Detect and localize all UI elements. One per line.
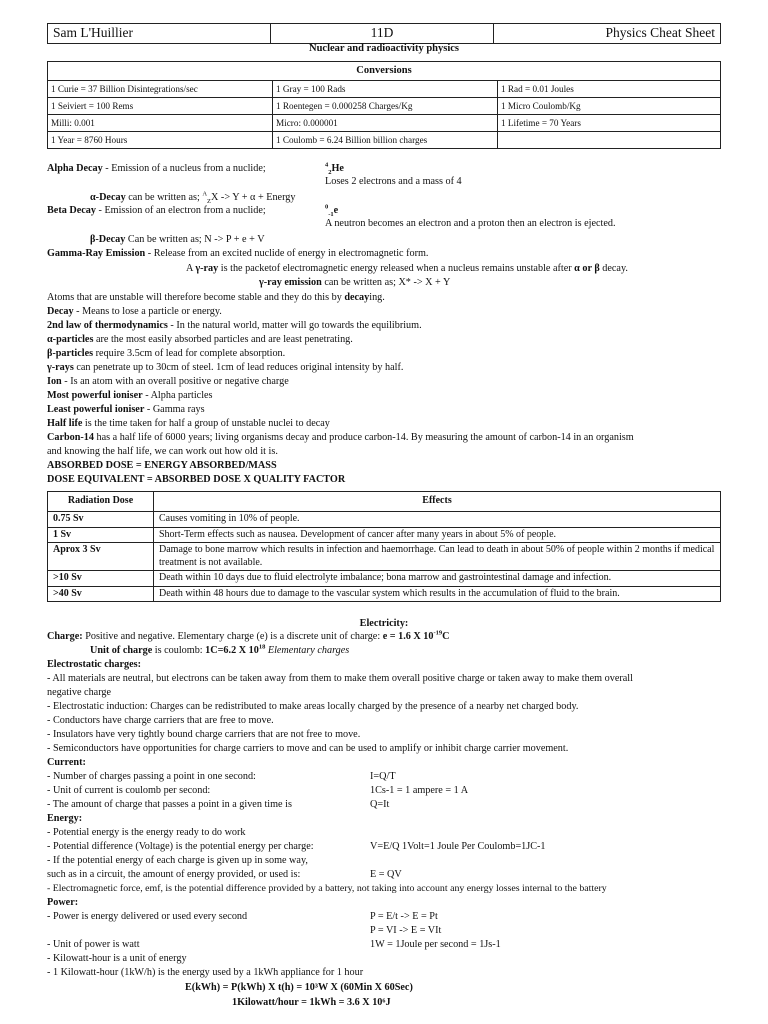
effect-cell: Causes vomiting in 10% of people. xyxy=(154,512,721,528)
energy-point: - Electromagnetic force, emf, is the potential difference provided by a battery, not taking into account any energy losses internal to the battery xyxy=(47,883,607,894)
power-point: - Unit of power is watt xyxy=(47,939,140,950)
current-heading: Current: xyxy=(47,757,86,768)
unit-of-charge-line: Unit of charge is coulomb: 1C=6.2 X $10^{18}$ Elementary charges xyxy=(90,643,350,656)
beta-eq-label: β-Decay xyxy=(90,234,126,245)
effect-cell: Short-Term effects such as nausea. Development of cancer after many years in about 5% of people. xyxy=(154,527,721,543)
power-formula: 1W = 1Joule per second = 1Js-1 xyxy=(370,939,501,950)
beta-equation: N -> P + e + V xyxy=(204,234,265,245)
beta-equation-line: β-Decay Can be written as; N -> P + e + V xyxy=(90,234,265,245)
electrostatic-point: negative charge xyxy=(47,687,112,698)
conversion-cell: 1 Seiviert = 100 Rems xyxy=(48,98,273,115)
conversion-cell: 1 Year = 8760 Hours xyxy=(48,132,273,149)
kwh-conversion: 1Kilowatt/hour = 1kWh = 3.6 X 10⁶J xyxy=(232,997,391,1008)
conversion-cell: 1 Roentegen = 0.000258 Charges/Kg xyxy=(273,98,498,115)
power-point: - Power is energy delivered or used every second xyxy=(47,911,248,922)
conversion-cell: 1 Lifetime = 70 Years xyxy=(498,115,721,132)
power-heading: Power: xyxy=(47,897,79,908)
conversion-cell xyxy=(498,132,721,149)
energy-point: - Potential energy is the energy ready to do work xyxy=(47,827,246,838)
dose-cell: >10 Sv xyxy=(48,571,154,587)
conversions-heading: Conversions xyxy=(48,62,721,81)
decay-definition: Decay - Means to lose a particle or energy. xyxy=(47,306,222,317)
alpha-decay-label: Alpha Decay xyxy=(47,163,103,174)
gamma-label: Gamma-Ray Emission xyxy=(47,248,146,259)
power-formula: P = VI -> E = VIt xyxy=(370,925,442,936)
table-row xyxy=(48,543,721,571)
electrostatic-point: - Semiconductors have opportunities for charge carriers to move and can be used to amplify or inhibit charge carrier movement. xyxy=(47,743,569,754)
conversion-cell: 1 Curie = 37 Billion Disintegrations/sec xyxy=(48,81,273,98)
alpha-note: Loses 2 electrons and a mass of 4 xyxy=(325,176,462,187)
half-life-line: Half life is the time taken for half a group of unstable nuclei to decay xyxy=(47,418,330,429)
conversions-table xyxy=(47,61,721,149)
power-formula: P = E/t -> E = Pt xyxy=(370,911,438,922)
current-formula: 1Cs-1 = 1 ampere = 1 A xyxy=(370,785,469,796)
electricity-heading: Electricity: xyxy=(359,618,409,629)
effect-cell: Death within 48 hours due to damage to the vascular system which results in the accumulation of fluid to the brain. xyxy=(154,586,721,602)
beta-decay-line: Beta Decay - Emission of an electron from a nuclide; xyxy=(47,205,266,216)
most-powerful-line: Most powerful ioniser - Alpha particles xyxy=(47,390,213,401)
power-point: - Kilowatt-hour is a unit of energy xyxy=(47,953,187,964)
student-name: Sam L'Huillier xyxy=(48,24,271,44)
charge-line: Charge: Positive and negative. Elementary charge (e) is a discrete unit of charge: e = 1.6 X $10^{-19}C$ xyxy=(47,629,450,642)
radiation-dose-table xyxy=(47,491,721,602)
thermodynamics-line: 2nd law of thermodynamics - In the natural world, matter will go towards the equilibrium. xyxy=(47,320,422,331)
gamma-rays-line: γ-rays can penetrate up to 30cm of steel. 1cm of lead reduces original intensity by half. xyxy=(47,362,404,373)
effects-header: Effects xyxy=(154,492,721,512)
alpha-equation: X -> Y + α + Energy xyxy=(211,192,296,203)
dose-cell: 0.75 Sv xyxy=(48,512,154,528)
radiation-dose-header: Radiation Dose xyxy=(48,492,154,512)
gamma-definition: A γ-ray is the packetof electromagnetic energy released when a nucleus remains unstable after α or β decay. xyxy=(186,263,628,274)
conversion-cell: 1 Coulomb = 6.24 Billion billion charges xyxy=(273,132,498,149)
kwh-formula: E(kWh) = P(kWh) X t(h) = 10³W X (60Min X 60Sec) xyxy=(185,982,413,993)
alpha-equation-line: α-Decay can be written as; $^A_Z$X -> Y + α + Energy xyxy=(90,190,296,206)
current-point: - The amount of charge that passes a point in a given time is xyxy=(47,799,292,810)
least-powerful-line: Least powerful ioniser - Gamma rays xyxy=(47,404,205,415)
ion-line: Ion - Is an atom with an overall positive or negative charge xyxy=(47,376,289,387)
energy-heading: Energy: xyxy=(47,813,83,824)
alpha-symbol: $^4_2$He xyxy=(325,161,344,177)
table-row xyxy=(48,527,721,543)
table-row xyxy=(48,586,721,602)
beta-note: A neutron becomes an electron and a proton then an electron is ejected. xyxy=(325,218,616,229)
effect-cell: Damage to bone marrow which results in infection and haemorrhage. Can lead to death in about 50% of people within 2 months if medical treatment is not available. xyxy=(154,543,721,571)
energy-point: - Potential difference (Voltage) is the potential energy per charge: xyxy=(47,841,314,852)
carbon-14-line: Carbon-14 has a half life of 6000 years; living organisms decay and produce carbon-14. By measuring the amount of carbon-14 in an organism xyxy=(47,432,634,443)
absorbed-dose-formula: ABSORBED DOSE = ENERGY ABSORBED/MASS xyxy=(47,460,277,471)
gamma-equation: X* -> X + Y xyxy=(398,277,451,288)
unstable-atoms-line: Atoms that are unstable will therefore become stable and they do this by decaying. xyxy=(47,292,385,303)
dose-cell: Aprox 3 Sv xyxy=(48,543,154,571)
energy-point: such as in a circuit, the amount of energy provided, or used is: xyxy=(47,869,301,880)
effect-cell: Death within 10 days due to fluid electrolyte imbalance; bona marrow and gastrointestinal damage and infection. xyxy=(154,571,721,587)
energy-point: - If the potential energy of each charge is given up in some way, xyxy=(47,855,308,866)
conversion-cell: 1 Rad = 0.01 Joules xyxy=(498,81,721,98)
gamma-eq-label: γ-ray emission xyxy=(259,277,322,288)
energy-formula: V=E/Q 1Volt=1 Joule Per Coulomb=1JC-1 xyxy=(370,841,546,852)
beta-decay-label: Beta Decay xyxy=(47,205,96,216)
conversion-cell: 1 Gray = 100 Rads xyxy=(273,81,498,98)
class-code: 11D xyxy=(271,24,494,44)
dose-cell: 1 Sv xyxy=(48,527,154,543)
electrostatic-point: - Conductors have charge carriers that are free to move. xyxy=(47,715,274,726)
alpha-decay-text: - Emission of a nucleus from a nuclide; xyxy=(102,163,266,174)
power-point: - 1 Kilowatt-hour (1kW/h) is the energy used by a 1kWh appliance for 1 hour xyxy=(47,967,364,978)
beta-symbol: $^0_{-1}$e xyxy=(325,203,339,219)
energy-formula: E = QV xyxy=(370,869,402,880)
current-point: - Number of charges passing a point in one second: xyxy=(47,771,256,782)
conversion-cell: Micro: 0.000001 xyxy=(273,115,498,132)
table-row xyxy=(48,571,721,587)
table-row xyxy=(48,512,721,528)
conversion-cell: 1 Micro Coulomb/Kg xyxy=(498,98,721,115)
electrostatic-point: - All materials are neutral, but electrons can be taken away from them to make them overall positive charge or taken away to make them overall xyxy=(47,673,633,684)
header-table xyxy=(47,23,721,44)
gamma-emission-line: Gamma-Ray Emission - Release from an excited nuclide of energy in electromagnetic form. xyxy=(47,248,429,259)
electrostatic-point: - Insulators have very tightly bound charge carriers that are not free to move. xyxy=(47,729,361,740)
electrostatic-heading: Electrostatic charges: xyxy=(47,659,142,670)
dose-equivalent-formula: DOSE EQUIVALENT = ABSORBED DOSE X QUALITY FACTOR xyxy=(47,474,346,485)
alpha-decay-line xyxy=(47,163,266,176)
alpha-eq-label: α-Decay xyxy=(90,192,126,203)
conversion-cell: Milli: 0.001 xyxy=(48,115,273,132)
alpha-particles-line: α-particles are the most easily absorbed particles and are least penetrating. xyxy=(47,334,353,345)
current-formula: Q=It xyxy=(370,799,390,810)
sheet-title: Physics Cheat Sheet xyxy=(494,24,721,44)
current-point: - Unit of current is coulomb per second: xyxy=(47,785,211,796)
current-formula: I=Q/T xyxy=(370,771,396,782)
dose-cell: >40 Sv xyxy=(48,586,154,602)
section-subtitle: Nuclear and radioactivity physics xyxy=(308,43,460,54)
electrostatic-point: - Electrostatic induction: Charges can be redistributed to make areas locally charged by the presence of a nearby net charged body. xyxy=(47,701,579,712)
carbon-14-line-2: and knowing the half life, we can work out how old it is. xyxy=(47,446,278,457)
beta-particles-line: β-particles require 3.5cm of lead for complete absorption. xyxy=(47,348,286,359)
gamma-equation-line: γ-ray emission can be written as; X* -> X + Y xyxy=(259,277,451,288)
